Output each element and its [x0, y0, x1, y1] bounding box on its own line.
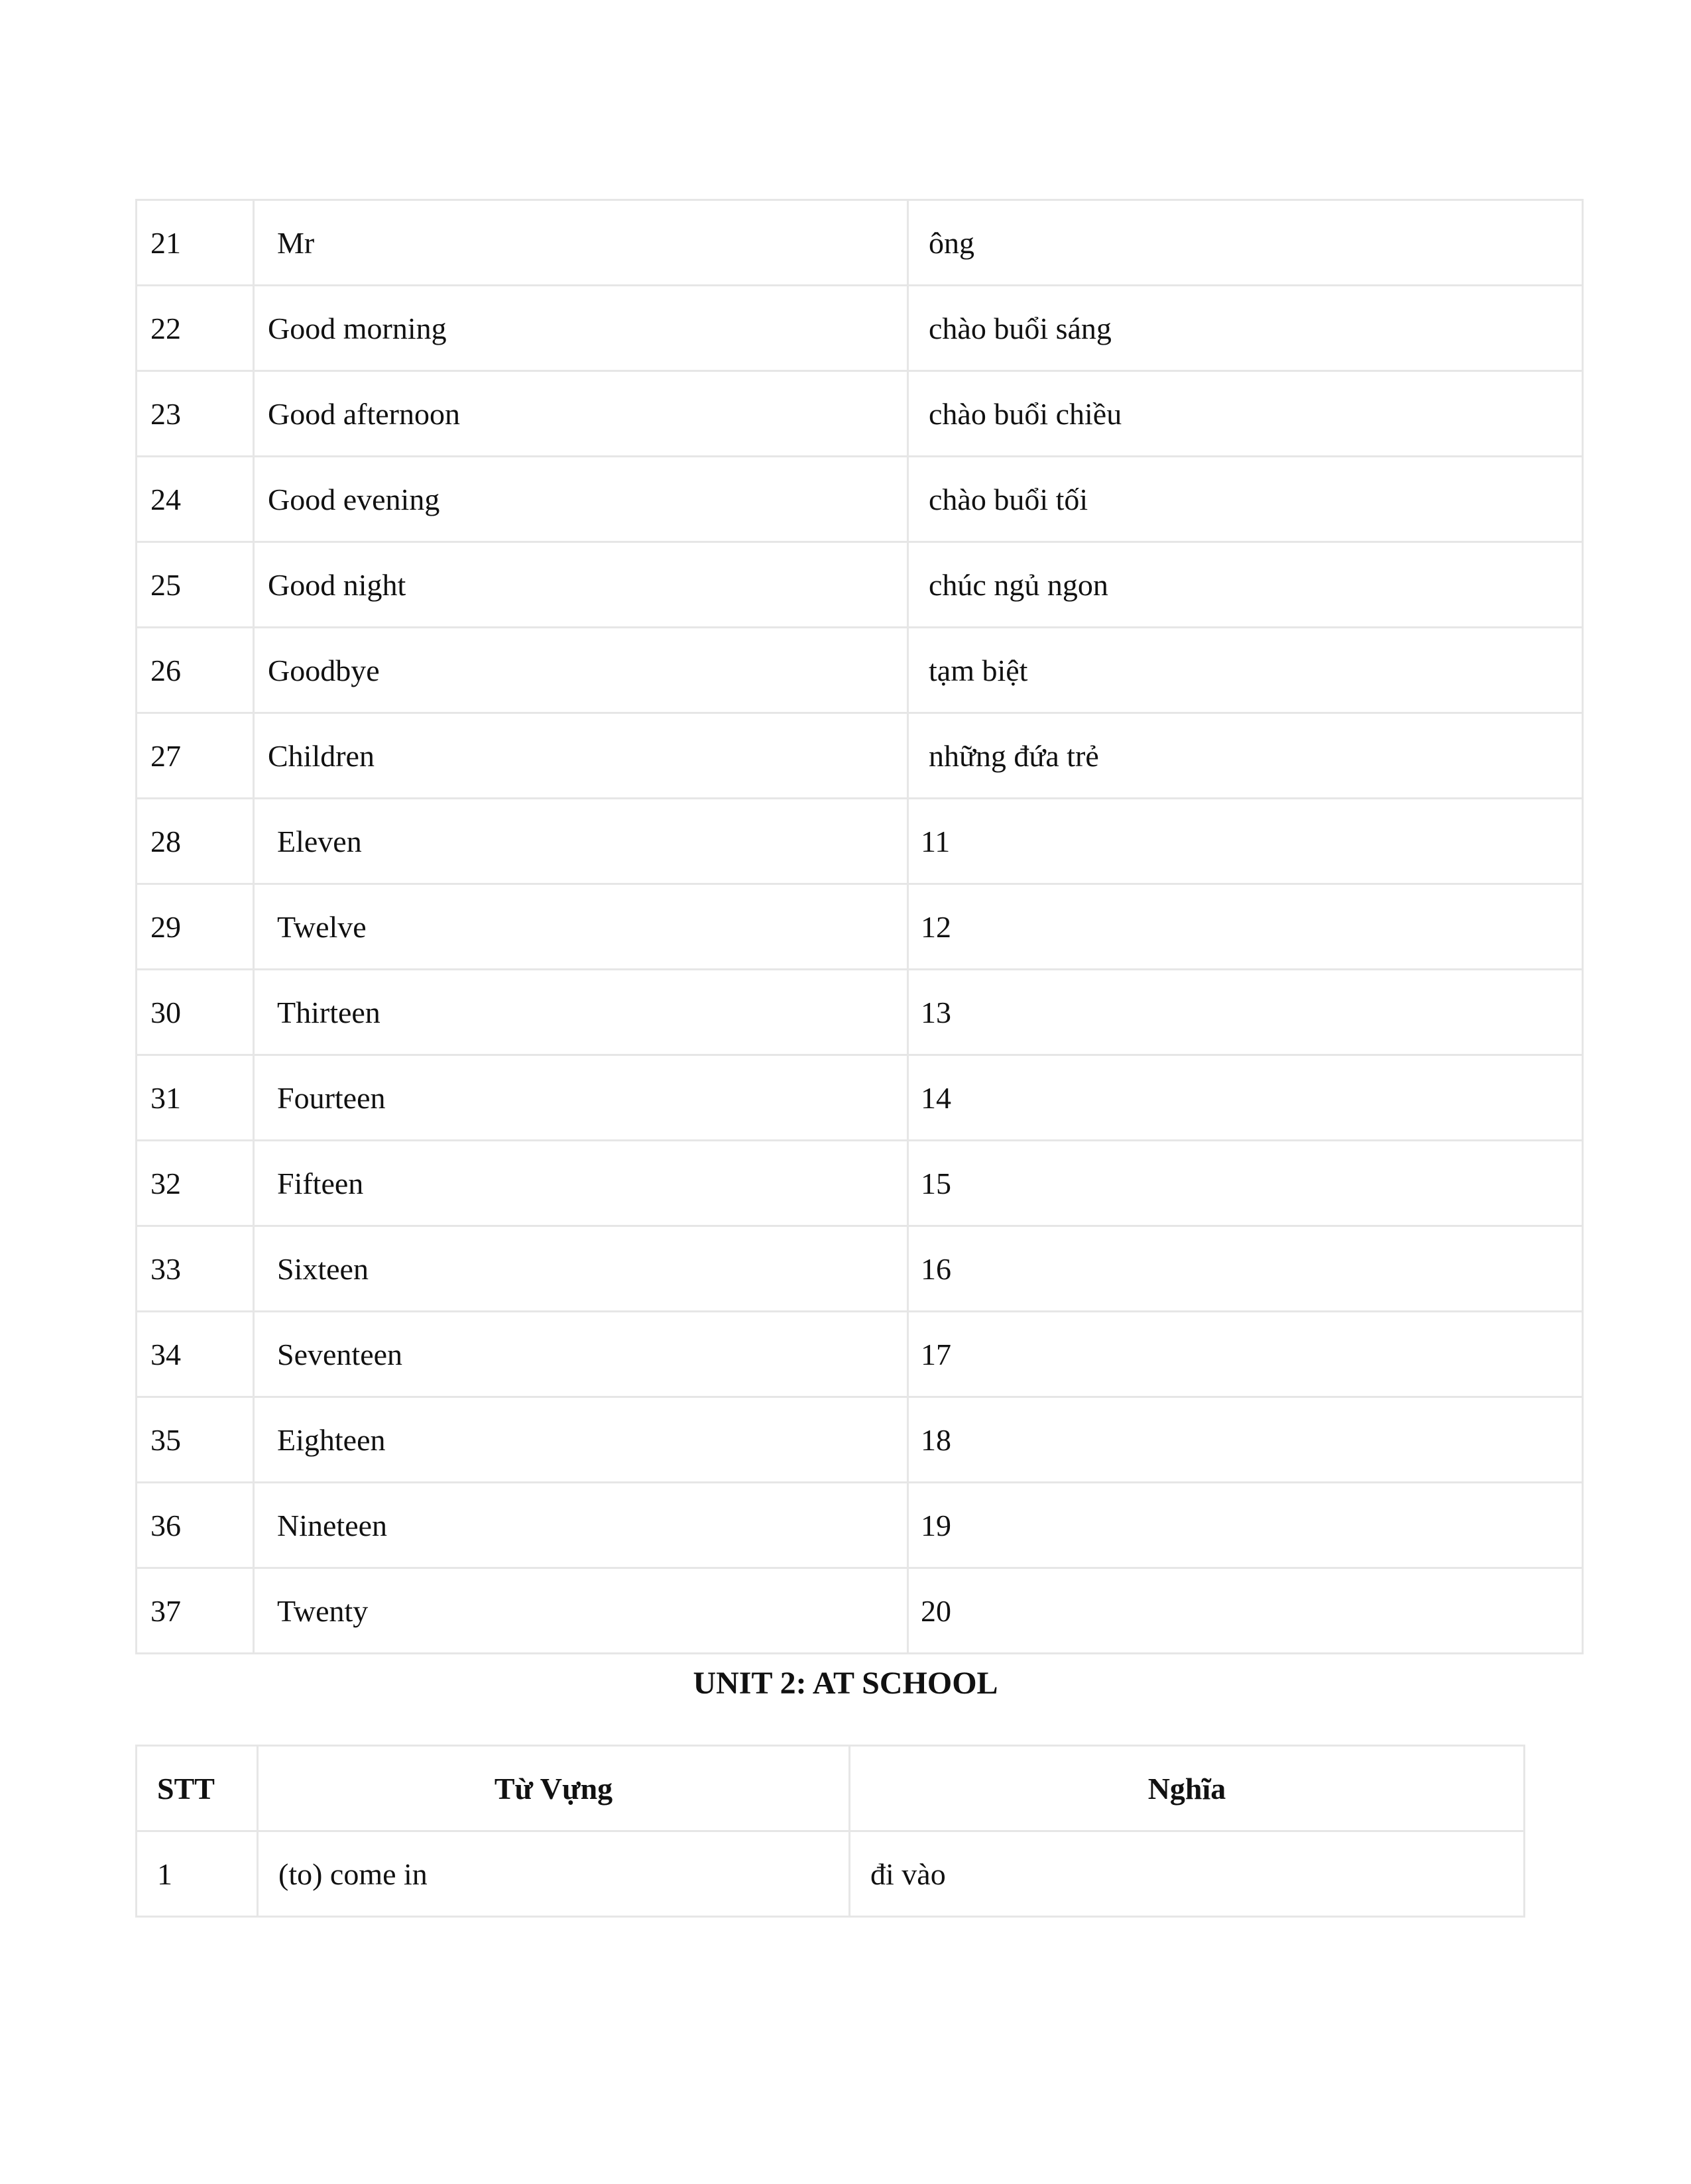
table-row: [137, 799, 1583, 884]
table-row: [137, 286, 1583, 371]
vocabulary-word: Sixteen: [254, 1226, 908, 1312]
vocabulary-meaning: 13: [908, 970, 1583, 1055]
row-number: 32: [137, 1141, 254, 1226]
header-meaning: Nghĩa: [850, 1746, 1525, 1831]
row-number: 37: [137, 1568, 254, 1654]
table-row: [137, 1831, 1525, 1917]
vocabulary-word: Mr: [254, 200, 908, 286]
table-header-row: [137, 1746, 1525, 1831]
row-number: 26: [137, 628, 254, 713]
table-row: [137, 713, 1583, 799]
row-number: 23: [137, 371, 254, 457]
table-row: [137, 200, 1583, 286]
table-row: [137, 628, 1583, 713]
vocabulary-table-unit-1: [135, 199, 1584, 1654]
table-row: [137, 371, 1583, 457]
row-number: 22: [137, 286, 254, 371]
row-number: 25: [137, 542, 254, 628]
vocabulary-word: Seventeen: [254, 1312, 908, 1397]
vocabulary-meaning: đi vào: [850, 1831, 1525, 1917]
row-number: 28: [137, 799, 254, 884]
table-row: [137, 542, 1583, 628]
vocabulary-meaning: những đứa trẻ: [908, 713, 1583, 799]
vocabulary-meaning: chúc ngủ ngon: [908, 542, 1583, 628]
vocabulary-word: Good night: [254, 542, 908, 628]
vocabulary-word: Good evening: [254, 457, 908, 542]
vocabulary-word: (to) come in: [258, 1831, 850, 1917]
vocabulary-word: Goodbye: [254, 628, 908, 713]
vocabulary-word: Eleven: [254, 799, 908, 884]
vocabulary-word: Eighteen: [254, 1397, 908, 1483]
vocabulary-word: Fifteen: [254, 1141, 908, 1226]
table-row: [137, 1141, 1583, 1226]
row-number: 1: [137, 1831, 258, 1917]
header-stt: STT: [137, 1746, 258, 1831]
vocabulary-meaning: 15: [908, 1141, 1583, 1226]
table-row: [137, 1568, 1583, 1654]
vocabulary-meaning: 17: [908, 1312, 1583, 1397]
table-row: [137, 1226, 1583, 1312]
table-row: [137, 1312, 1583, 1397]
vocabulary-meaning: chào buổi tối: [908, 457, 1583, 542]
vocabulary-word: Good morning: [254, 286, 908, 371]
table-row: [137, 970, 1583, 1055]
row-number: 24: [137, 457, 254, 542]
row-number: 30: [137, 970, 254, 1055]
vocabulary-meaning: 18: [908, 1397, 1583, 1483]
table-row: [137, 457, 1583, 542]
vocabulary-word: Twenty: [254, 1568, 908, 1654]
table-row: [137, 1397, 1583, 1483]
vocabulary-meaning: 12: [908, 884, 1583, 970]
header-vocabulary: Từ Vựng: [258, 1746, 850, 1831]
table-row: [137, 1483, 1583, 1568]
row-number: 31: [137, 1055, 254, 1141]
vocabulary-meaning: ông: [908, 200, 1583, 286]
table-row: [137, 1055, 1583, 1141]
vocabulary-meaning: 20: [908, 1568, 1583, 1654]
row-number: 29: [137, 884, 254, 970]
vocabulary-meaning: chào buổi sáng: [908, 286, 1583, 371]
vocabulary-word: Children: [254, 713, 908, 799]
vocabulary-word: Good afternoon: [254, 371, 908, 457]
row-number: 36: [137, 1483, 254, 1568]
row-number: 21: [137, 200, 254, 286]
vocabulary-word: Fourteen: [254, 1055, 908, 1141]
table-row: [137, 884, 1583, 970]
unit-heading: UNIT 2: AT SCHOOL: [693, 1666, 998, 1701]
vocabulary-table-unit-2: [135, 1745, 1525, 1918]
vocabulary-meaning: 16: [908, 1226, 1583, 1312]
row-number: 34: [137, 1312, 254, 1397]
row-number: 33: [137, 1226, 254, 1312]
vocabulary-word: Thirteen: [254, 970, 908, 1055]
row-number: 35: [137, 1397, 254, 1483]
vocabulary-meaning: 14: [908, 1055, 1583, 1141]
vocabulary-word: Twelve: [254, 884, 908, 970]
vocabulary-meaning: 19: [908, 1483, 1583, 1568]
vocabulary-word: Nineteen: [254, 1483, 908, 1568]
vocabulary-meaning: tạm biệt: [908, 628, 1583, 713]
vocabulary-meaning: 11: [908, 799, 1583, 884]
row-number: 27: [137, 713, 254, 799]
vocabulary-meaning: chào buổi chiều: [908, 371, 1583, 457]
